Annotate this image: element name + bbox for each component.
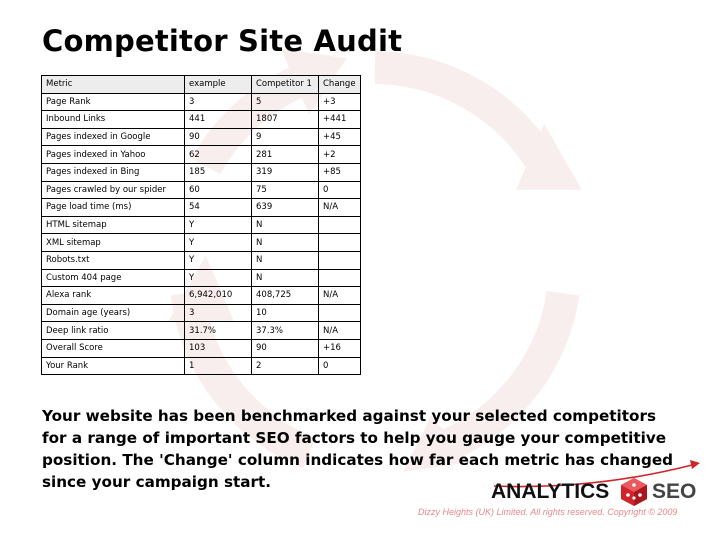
table-cell: 185 xyxy=(185,163,252,181)
table-cell: 3 xyxy=(185,304,252,322)
table-row xyxy=(42,304,361,322)
table-cell xyxy=(319,251,361,269)
table-cell: 37.3% xyxy=(252,322,319,340)
table-cell: N xyxy=(252,234,319,252)
table-cell: 281 xyxy=(252,146,319,164)
table-cell: N xyxy=(252,216,319,234)
table-cell: 408,725 xyxy=(252,287,319,305)
table-cell: +45 xyxy=(319,128,361,146)
table-cell: 2 xyxy=(252,357,319,375)
table-header-cell: Competitor 1 xyxy=(252,76,319,94)
logo-word-seo: SEO xyxy=(652,480,697,503)
table-row xyxy=(42,216,361,234)
table-cell: +16 xyxy=(319,339,361,357)
table-cell: Overall Score xyxy=(42,339,185,357)
table-cell: N/A xyxy=(319,322,361,340)
table-header-cell: Change xyxy=(319,76,361,94)
logo-dice-icon xyxy=(618,476,650,508)
table-row xyxy=(42,146,361,164)
table-cell xyxy=(319,304,361,322)
table-cell: 1807 xyxy=(252,111,319,129)
table-cell: Domain age (years) xyxy=(42,304,185,322)
table-cell: +85 xyxy=(319,163,361,181)
table-row xyxy=(42,111,361,129)
table-row xyxy=(42,93,361,111)
logo-word-analytics: ANALYTICS xyxy=(491,480,610,503)
table-cell: +3 xyxy=(319,93,361,111)
table-cell: Pages indexed in Bing xyxy=(42,163,185,181)
table-cell: 1 xyxy=(185,357,252,375)
table-cell: 319 xyxy=(252,163,319,181)
table-cell: Alexa rank xyxy=(42,287,185,305)
table-cell: Pages indexed in Yahoo xyxy=(42,146,185,164)
table-cell: HTML sitemap xyxy=(42,216,185,234)
table-cell: 0 xyxy=(319,357,361,375)
table-cell: 75 xyxy=(252,181,319,199)
table-cell: 103 xyxy=(185,339,252,357)
table-header-cell: Metric xyxy=(42,76,185,94)
copyright-text: Dizzy Heights (UK) Limited. All rights reserved. Copyright © 2009 xyxy=(418,507,678,517)
table-cell xyxy=(319,234,361,252)
table-row xyxy=(42,163,361,181)
table-cell xyxy=(319,216,361,234)
table-row xyxy=(42,339,361,357)
table-row xyxy=(42,251,361,269)
table-cell: Y xyxy=(185,216,252,234)
table-cell: 3 xyxy=(185,93,252,111)
table-cell: 90 xyxy=(185,128,252,146)
table-cell: Page load time (ms) xyxy=(42,199,185,217)
table-cell: XML sitemap xyxy=(42,234,185,252)
table-cell: Page Rank xyxy=(42,93,185,111)
table-cell: 5 xyxy=(252,93,319,111)
table-row xyxy=(42,287,361,305)
table-cell: Pages crawled by our spider xyxy=(42,181,185,199)
table-cell: Your Rank xyxy=(42,357,185,375)
table-cell: Y xyxy=(185,234,252,252)
table-row xyxy=(42,181,361,199)
table-cell: +2 xyxy=(319,146,361,164)
table-cell: 90 xyxy=(252,339,319,357)
table-cell: 62 xyxy=(185,146,252,164)
table-row xyxy=(42,199,361,217)
audit-table xyxy=(41,75,361,375)
table-header-row xyxy=(42,76,361,94)
table-cell: Deep link ratio xyxy=(42,322,185,340)
table-cell: Inbound Links xyxy=(42,111,185,129)
page-title: Competitor Site Audit xyxy=(42,24,403,58)
table-cell: 54 xyxy=(185,199,252,217)
table-cell: 31.7% xyxy=(185,322,252,340)
table-cell: +441 xyxy=(319,111,361,129)
table-row xyxy=(42,234,361,252)
table-cell: Y xyxy=(185,251,252,269)
table-row xyxy=(42,322,361,340)
table-row xyxy=(42,357,361,375)
table-cell: N xyxy=(252,251,319,269)
table-cell: 60 xyxy=(185,181,252,199)
table-row xyxy=(42,128,361,146)
table-cell: Custom 404 page xyxy=(42,269,185,287)
table-cell: 9 xyxy=(252,128,319,146)
description-text: Your website has been benchmarked against your selected competitors for a range of important SEO factors to help you gauge your competitive position. The 'Change' column indicates how far each metric has changed since your campaign start. xyxy=(42,407,674,491)
table-header-cell: example xyxy=(185,76,252,94)
table-cell xyxy=(319,269,361,287)
table-cell: 6,942,010 xyxy=(185,287,252,305)
table-cell: 0 xyxy=(319,181,361,199)
table-row xyxy=(42,269,361,287)
table-cell: N/A xyxy=(319,287,361,305)
table-cell: Pages indexed in Google xyxy=(42,128,185,146)
table-cell: Robots.txt xyxy=(42,251,185,269)
table-cell: Y xyxy=(185,269,252,287)
table-cell: 10 xyxy=(252,304,319,322)
table-cell: 639 xyxy=(252,199,319,217)
table-cell: N xyxy=(252,269,319,287)
table-cell: 441 xyxy=(185,111,252,129)
table-cell: N/A xyxy=(319,199,361,217)
